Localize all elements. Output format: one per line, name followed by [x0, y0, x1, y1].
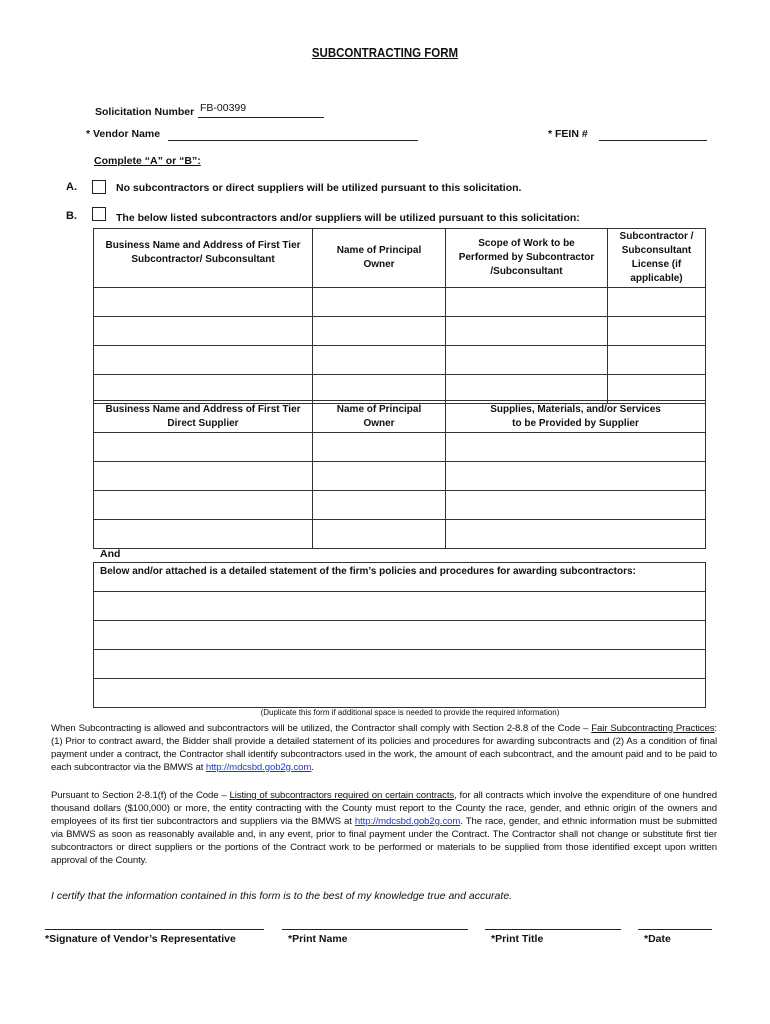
complete-a-or-b-label: Complete “A” or “B”: — [94, 155, 201, 167]
signature-field[interactable] — [45, 929, 264, 945]
table-row — [94, 520, 706, 549]
policy-header: Below and/or attached is a detailed statement of the firm’s policies and procedures for awarding subcontractors: — [94, 563, 706, 592]
solicitation-number-label: Solicitation Number — [95, 106, 195, 118]
subcontractor-header-license: Subcontractor / Subconsultant License (if applicable) — [608, 229, 706, 288]
subcontracting-paragraph — [51, 722, 717, 774]
print-title-label: *Print Title — [491, 933, 544, 945]
table-cell[interactable] — [313, 462, 446, 491]
table-cell[interactable] — [94, 433, 313, 462]
supplier-table — [93, 400, 706, 549]
table-cell[interactable] — [94, 317, 313, 346]
page-title: SUBCONTRACTING FORM — [311, 46, 459, 60]
para1-text-a: When Subcontracting is allowed and subcontractors will be utilized, the Contractor shall comply with Section 2-8.8 of the Code – — [51, 723, 592, 734]
option-b-letter: B. — [66, 210, 77, 222]
table-cell[interactable] — [313, 346, 446, 375]
table-row — [94, 433, 706, 462]
listing-paragraph — [51, 789, 717, 867]
listing-subcontractors-ref: Listing of subcontractors required on certain contracts — [229, 790, 455, 801]
para1-text-c: . — [311, 762, 314, 773]
solicitation-number-value: FB-00399 — [200, 102, 247, 114]
fair-subcontracting-practices-ref: Fair Subcontracting Practices — [591, 723, 715, 734]
date-field[interactable] — [638, 929, 712, 945]
table-cell[interactable] — [94, 288, 313, 317]
table-row — [94, 288, 706, 317]
subcontractor-header-row — [94, 229, 706, 288]
policy-header-row — [94, 563, 706, 592]
table-cell[interactable] — [313, 288, 446, 317]
subcontractor-header-owner: Name of Principal Owner — [313, 229, 446, 288]
option-a-text: No subcontractors or direct suppliers will be utilized pursuant to this solicitation. — [116, 182, 522, 194]
table-cell[interactable] — [94, 462, 313, 491]
table-cell[interactable] — [313, 317, 446, 346]
and-label: And — [100, 548, 121, 560]
table-row — [94, 491, 706, 520]
subcontractor-header-scope: Scope of Work to be Performed by Subcontractor /Subconsultant — [446, 229, 608, 288]
table-cell[interactable] — [446, 520, 706, 549]
para2-text-b: , for all contracts which involve the expenditure of one hundred thousand dollars ($100,000) or more, the entity contracting with the County must report to the County the race, gender, and ethnic origin of the owners and employees of its first tier subcontractors and suppliers via the BMWS at — [51, 790, 717, 827]
supplier-header-business: Business Name and Address of First Tier Direct Supplier — [94, 401, 313, 433]
table-cell[interactable] — [94, 346, 313, 375]
print-name-field[interactable] — [282, 929, 468, 945]
supplier-header-row — [94, 401, 706, 433]
table-cell[interactable] — [446, 433, 706, 462]
table-row — [94, 621, 706, 650]
supplier-header-supplies: Supplies, Materials, and/or Services to be Provided by Supplier — [446, 401, 706, 433]
table-row — [94, 650, 706, 679]
para2-text-a: Pursuant to Section 2-8.1(f) of the Code – — [51, 790, 230, 801]
print-name-label: *Print Name — [288, 933, 348, 945]
table-row — [94, 346, 706, 375]
table-row — [94, 317, 706, 346]
table-cell[interactable] — [94, 520, 313, 549]
table-cell[interactable] — [313, 491, 446, 520]
table-cell[interactable] — [446, 346, 608, 375]
supplier-header-owner: Name of Principal Owner — [313, 401, 446, 433]
para1-text-b: : (1) Prior to contract award, the Bidder shall provide a detailed statement of its policies and procedures for awarding subcontracts and (2) As a condition of final payment under a contract, the Contractor shall identify subcontractors used in the work, the amount of each subcontract, and the amount paid and to be paid to each subcontractor via the BMWS at — [51, 723, 717, 773]
table-row — [94, 462, 706, 491]
table-cell[interactable] — [608, 317, 706, 346]
table-row — [94, 679, 706, 708]
fein-label: * FEIN # — [548, 128, 588, 140]
signature-label: *Signature of Vendor’s Representative — [45, 933, 236, 945]
table-cell[interactable] — [608, 346, 706, 375]
table-cell[interactable] — [446, 288, 608, 317]
table-cell[interactable] — [446, 462, 706, 491]
table-cell[interactable] — [446, 491, 706, 520]
subcontractor-header-business: Business Name and Address of First Tier Subcontractor/ Subconsultant — [94, 229, 313, 288]
table-cell[interactable] — [94, 592, 706, 621]
duplicate-note: (Duplicate this form if additional space is needed to provide the required information) — [260, 708, 560, 717]
para2-text-c: . The race, gender, and ethnic information must be submitted via BMWS as soon as reasonably available and, in any event, prior to final payment under the Contract. The Contractor shall not change or substitute first tier subcontractors or direct suppliers or the portions of the Contract work to be performed or materials to be supplied from those identified except upon written approval of the County. — [51, 816, 717, 866]
bmws-link[interactable]: http://mdcsbd.gob2g.com — [205, 762, 312, 773]
table-cell[interactable] — [313, 433, 446, 462]
table-cell[interactable] — [608, 288, 706, 317]
table-cell[interactable] — [313, 520, 446, 549]
table-cell[interactable] — [94, 650, 706, 679]
option-b-text: The below listed subcontractors and/or suppliers will be utilized pursuant to this solicitation: — [116, 212, 580, 224]
vendor-name-label: * Vendor Name — [86, 128, 161, 140]
option-a-checkbox[interactable] — [92, 180, 106, 194]
table-cell[interactable] — [94, 491, 313, 520]
certification-statement: I certify that the information contained in this form is to the best of my knowledge true and accurate. — [51, 890, 513, 902]
table-cell[interactable] — [446, 317, 608, 346]
table-cell[interactable] — [94, 621, 706, 650]
table-row — [94, 592, 706, 621]
bmws-link[interactable]: http://mdcsbd.gob2g.com — [354, 816, 461, 827]
solicitation-number-field[interactable] — [198, 103, 324, 118]
print-title-field[interactable] — [485, 929, 621, 945]
option-a-letter: A. — [66, 181, 77, 193]
vendor-name-field[interactable] — [168, 127, 418, 141]
fein-field[interactable] — [599, 127, 707, 141]
table-cell[interactable] — [94, 679, 706, 708]
date-label: *Date — [644, 933, 671, 945]
subcontractor-table — [93, 228, 706, 404]
option-b-checkbox[interactable] — [92, 207, 106, 221]
policy-statement-table — [93, 562, 706, 708]
